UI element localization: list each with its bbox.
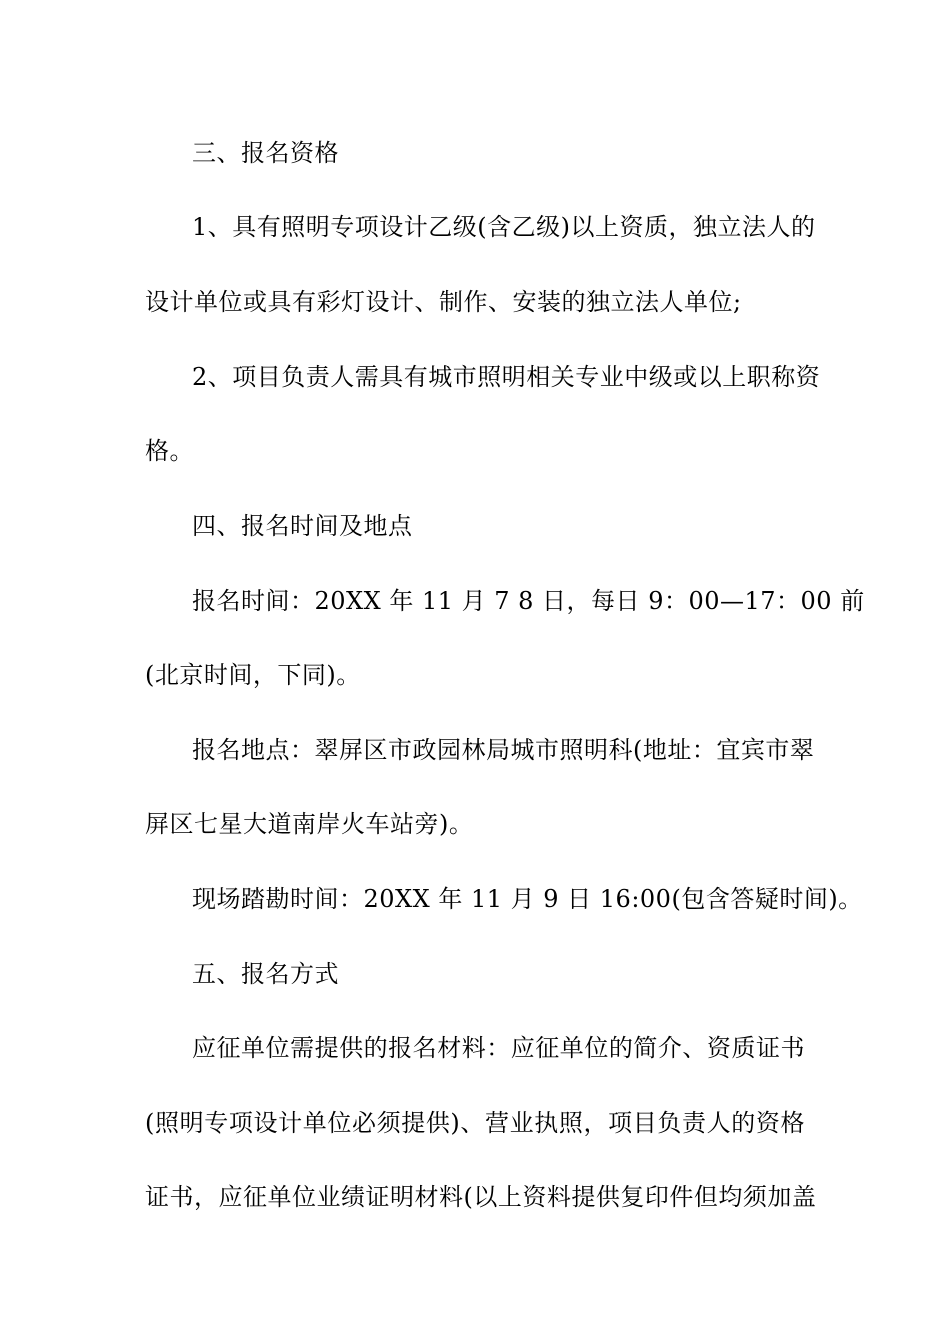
paragraph-line: 屏区七星大道南岸火车站旁)。 [145, 810, 474, 838]
paragraph-line: 1、具有照明专项设计乙级(含乙级)以上资质，独立法人的 [192, 213, 816, 241]
section-heading-3: 三、报名资格 [192, 139, 339, 167]
paragraph-line: (北京时间，下同)。 [145, 661, 361, 689]
paragraph-line: 现场踏勘时间：20XX 年 11 月 9 日 16:00(包含答疑时间)。 [192, 885, 863, 913]
paragraph-line: 证书，应征单位业绩证明材料(以上资料提供复印件但均须加盖 [145, 1183, 817, 1211]
section-heading-4: 四、报名时间及地点 [192, 512, 413, 540]
paragraph-line: 应征单位需提供的报名材料：应征单位的简介、资质证书 [192, 1034, 805, 1062]
section-heading-5: 五、报名方式 [192, 960, 339, 988]
paragraph-line: (照明专项设计单位必须提供)、营业执照，项目负责人的资格 [145, 1109, 805, 1137]
paragraph-line: 2、项目负责人需具有城市照明相关专业中级或以上职称资 [192, 363, 821, 391]
paragraph-line: 格。 [145, 437, 194, 465]
paragraph-line: 设计单位或具有彩灯设计、制作、安装的独立法人单位; [145, 288, 742, 316]
paragraph-line: 报名地点：翠屏区市政园林局城市照明科(地址：宜宾市翠 [192, 736, 815, 764]
paragraph-line: 报名时间：20XX 年 11 月 7 8 日，每日 9：00—17：00 前 [192, 587, 865, 615]
